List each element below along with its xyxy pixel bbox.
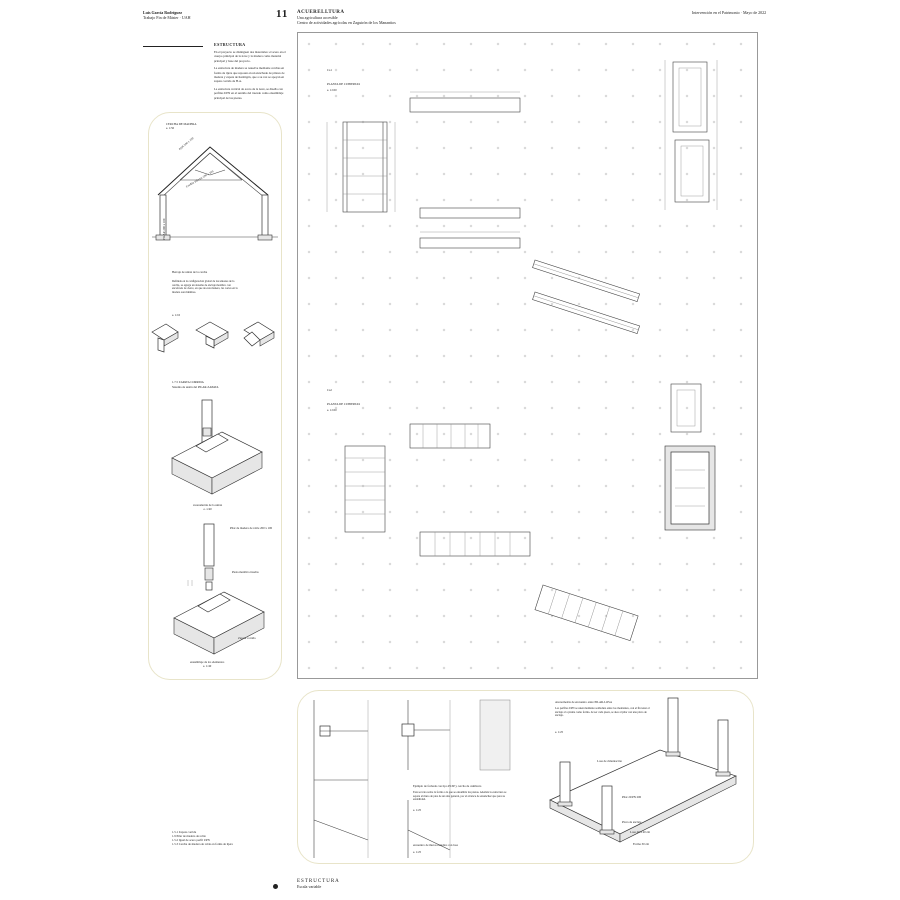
grid-mark xyxy=(497,355,499,357)
grid-mark xyxy=(308,485,310,487)
author-block xyxy=(143,10,191,20)
right-title: Axonometría de encuentro entre PILAR-LOSA xyxy=(555,700,612,704)
grid-mark xyxy=(632,667,634,669)
grid-mark xyxy=(470,667,472,669)
plan1-code: Ca1 xyxy=(327,68,332,72)
intro-paragraph-2: La estructura de madera se resuelve mediante cerchas en forma de tijera que reposan en un zunchado de pilares de madera y zapata de hormigón, que a su vez se apoyan en zapata corrida de H.A. xyxy=(214,66,285,84)
grid-mark xyxy=(659,667,661,669)
exploded-label: ensamblaje de los elementos xyxy=(190,660,225,664)
intro-rule xyxy=(143,46,203,47)
grid-mark xyxy=(308,43,310,45)
grid-mark xyxy=(389,355,391,357)
grid-mark xyxy=(308,329,310,331)
intro-paragraph-3: La estructura vertical de acero de la nave, se diseña con perfiles UPN en el sentido del trazado como ensamblaje principal de las piezas. xyxy=(214,86,284,100)
grid-mark xyxy=(389,43,391,45)
label-placa: Placa de anclaje xyxy=(622,820,642,824)
grid-mark xyxy=(605,667,607,669)
grid-mark xyxy=(416,43,418,45)
grid-mark xyxy=(335,667,337,669)
piece-label: Pieza metálica trasdós xyxy=(232,570,259,574)
grid-mark xyxy=(416,355,418,357)
plan1-scale: e. 1/100 xyxy=(327,88,337,92)
grid-mark xyxy=(659,43,661,45)
grid-mark xyxy=(686,667,688,669)
grid-mark xyxy=(308,511,310,513)
label-pilar: Pilar 2UPN 200 xyxy=(622,795,642,799)
section-header xyxy=(297,10,396,25)
exploded-scale: e. 1/40 xyxy=(203,664,212,668)
grid-mark xyxy=(551,667,553,669)
truss-label-mid: Cordón inferior 200 x 100 xyxy=(185,169,215,189)
label-canto: Forma 30 cm xyxy=(633,842,649,846)
grid-mark xyxy=(551,43,553,45)
grid-mark xyxy=(632,43,634,45)
grid-mark xyxy=(308,173,310,175)
grid-mark xyxy=(308,641,310,643)
grid-mark xyxy=(605,355,607,357)
grid-mark xyxy=(686,355,688,357)
grid-mark xyxy=(713,667,715,669)
detail-scale: e. 1/10 xyxy=(172,313,181,317)
label-losa: Losa de cimentación xyxy=(597,759,622,763)
truss-title: CERCHA DE MADERA xyxy=(166,122,197,126)
footer-title: ESTRUCTURA xyxy=(297,879,340,884)
grid-mark xyxy=(308,69,310,71)
grid-mark xyxy=(308,381,310,383)
grid-mark xyxy=(497,667,499,669)
grid-mark xyxy=(740,667,742,669)
grid-mark xyxy=(308,199,310,201)
section-subtitle-2: Centro de actividades agrícolas en Zaguirón de los Manantios xyxy=(297,20,396,25)
intro-title: ESTRUCTURA xyxy=(214,42,246,47)
grid-mark xyxy=(524,43,526,45)
grid-mark xyxy=(308,407,310,409)
section-title: ACUERELLTURA xyxy=(297,10,345,15)
grid-mark xyxy=(686,43,688,45)
grid-mark xyxy=(524,667,526,669)
assembly-caption xyxy=(193,503,222,511)
plan1-title: PLANTA DE CUBIERTAS xyxy=(327,82,361,86)
grid-mark xyxy=(308,303,310,305)
grid-mark xyxy=(497,43,499,45)
grid-mark xyxy=(713,355,715,357)
label-size: Losa 40 x 40 cm xyxy=(630,830,650,834)
truss-label-top: PAR 200 x 100 xyxy=(178,136,195,152)
truss-title-block xyxy=(166,122,197,130)
roof-plan-2-drawing xyxy=(325,380,745,660)
grid-mark xyxy=(308,95,310,97)
plan2-scale: e. 1/100 xyxy=(327,408,337,412)
grid-mark xyxy=(308,563,310,565)
author-subtitle: Trabajo Fin de Máster · UAH xyxy=(143,15,191,20)
grid-mark xyxy=(740,355,742,357)
grid-mark xyxy=(578,667,580,669)
slab-axonometry-drawing xyxy=(540,690,740,850)
grid-mark xyxy=(308,147,310,149)
grid-mark xyxy=(740,43,742,45)
intro-text xyxy=(214,50,286,103)
grid-mark xyxy=(605,43,607,45)
detail-text: Definida en la configuración global de las uniones de la cercha, se agrega un sistema de anclaje metálico con encofrado de cierre, en que de esta manera, las cortes en la madera son mínimos. xyxy=(172,280,238,294)
header-right-text: Intervención en el Patrimonio · Mayo de 2022 xyxy=(692,10,767,15)
grid-mark xyxy=(308,277,310,279)
grid-mark xyxy=(308,459,310,461)
grid-mark xyxy=(578,355,580,357)
grid-mark xyxy=(362,667,364,669)
exploded-caption xyxy=(190,660,224,668)
assembly-scale: e. 1/40 xyxy=(203,507,212,511)
mid-bottom-scale: e. 1/25 xyxy=(413,850,422,854)
footer-dot xyxy=(273,884,278,889)
grid-mark xyxy=(578,43,580,45)
foot-title: 1.7.5 ZAPATA CORRIDA xyxy=(172,380,204,384)
grid-mark xyxy=(308,667,310,669)
grid-mark xyxy=(308,251,310,253)
truss-label-pillar: PILAR 200 x 100 xyxy=(162,218,166,240)
right-scale: e. 1/25 xyxy=(555,730,564,734)
grid-mark xyxy=(308,615,310,617)
section-subtitle-1: Una agricultura accesible xyxy=(297,15,338,20)
grid-mark xyxy=(470,43,472,45)
legend-item-4: 1.5.3 Cercha de madera de roble en forma de tijera xyxy=(172,842,233,846)
footer-block xyxy=(297,879,340,889)
grid-mark xyxy=(308,355,310,357)
plan2-title: PLANTA DE CUBIERTAS xyxy=(327,402,361,406)
grid-mark xyxy=(308,121,310,123)
grid-mark xyxy=(659,355,661,357)
bottom-section-drawings xyxy=(300,700,570,860)
grid-mark xyxy=(551,355,553,357)
right-text: Los perfiles UPN se unen mediante soldadura entre los montantes, con el fin tener el anclaje a la planta como forma. Al ser cada pieza, se alea al pilar con una placa de anclaje. xyxy=(555,707,650,718)
mid-scale: e. 1/25 xyxy=(413,808,422,812)
plan2-code: Ca2 xyxy=(327,388,332,392)
legend-item-3: 1.5.2 Igual de acero perfil UPN xyxy=(172,838,210,842)
foot-axonometry-drawing xyxy=(162,398,272,498)
pillar-label: Pilar de madera de roble 200 x 100 xyxy=(230,526,273,530)
grid-mark xyxy=(524,355,526,357)
detail-title: Herraje de unión de la cercha xyxy=(172,270,208,274)
grid-mark xyxy=(362,43,364,45)
grid-mark xyxy=(470,355,472,357)
grid-mark xyxy=(308,225,310,227)
grid-mark xyxy=(713,43,715,45)
joint-details-drawing xyxy=(148,318,278,358)
footer-subtitle: Escala variable xyxy=(297,884,322,889)
foot-subtitle: Sistema de unión del PILAR-ZAPATA xyxy=(172,385,219,389)
grid-mark xyxy=(443,667,445,669)
legend-item-1: 1.5.1 Zapata corrida xyxy=(172,830,197,834)
author-name: Luis García Rodríguez xyxy=(143,10,183,15)
grid-mark xyxy=(308,589,310,591)
intro-paragraph-1: En el proyecto se distinguen dos materiales: el acero en el cuerpo principal de la nave y la madera como material principal y base del proyecto. xyxy=(214,50,286,63)
truss-scale: e. 1/50 xyxy=(166,126,175,130)
grid-mark xyxy=(416,667,418,669)
mid-title: Ejemplo de fachada con tipo PLSP y cercha de cumbrera xyxy=(413,784,482,788)
grid-mark xyxy=(308,537,310,539)
grid-mark xyxy=(443,355,445,357)
sheet-number: 11 xyxy=(276,8,289,20)
grid-mark xyxy=(443,43,445,45)
roof-plan-1-drawing xyxy=(325,60,745,340)
mid-bottom-label: encuentro de muros estudios con losa xyxy=(413,843,458,847)
grid-mark xyxy=(335,355,337,357)
zapata-label: Zapata corrida xyxy=(238,636,256,640)
grid-mark xyxy=(632,355,634,357)
grid-mark xyxy=(335,43,337,45)
grid-mark xyxy=(389,667,391,669)
legend-item-2: 1.9 Pilar de madera de roble xyxy=(172,834,206,838)
grid-mark xyxy=(362,355,364,357)
grid-mark xyxy=(308,433,310,435)
mid-text: Esta se trata sobre la forma a la que se ensambla las piezas. Además la estructura se separa al muro de pies de un alzo general, por el alcance de ensanchez que para su estabilidad. xyxy=(413,791,507,802)
legend-block xyxy=(172,830,252,846)
truss-drawing xyxy=(150,135,280,245)
assembly-label: axonometría de la unión xyxy=(193,503,223,507)
